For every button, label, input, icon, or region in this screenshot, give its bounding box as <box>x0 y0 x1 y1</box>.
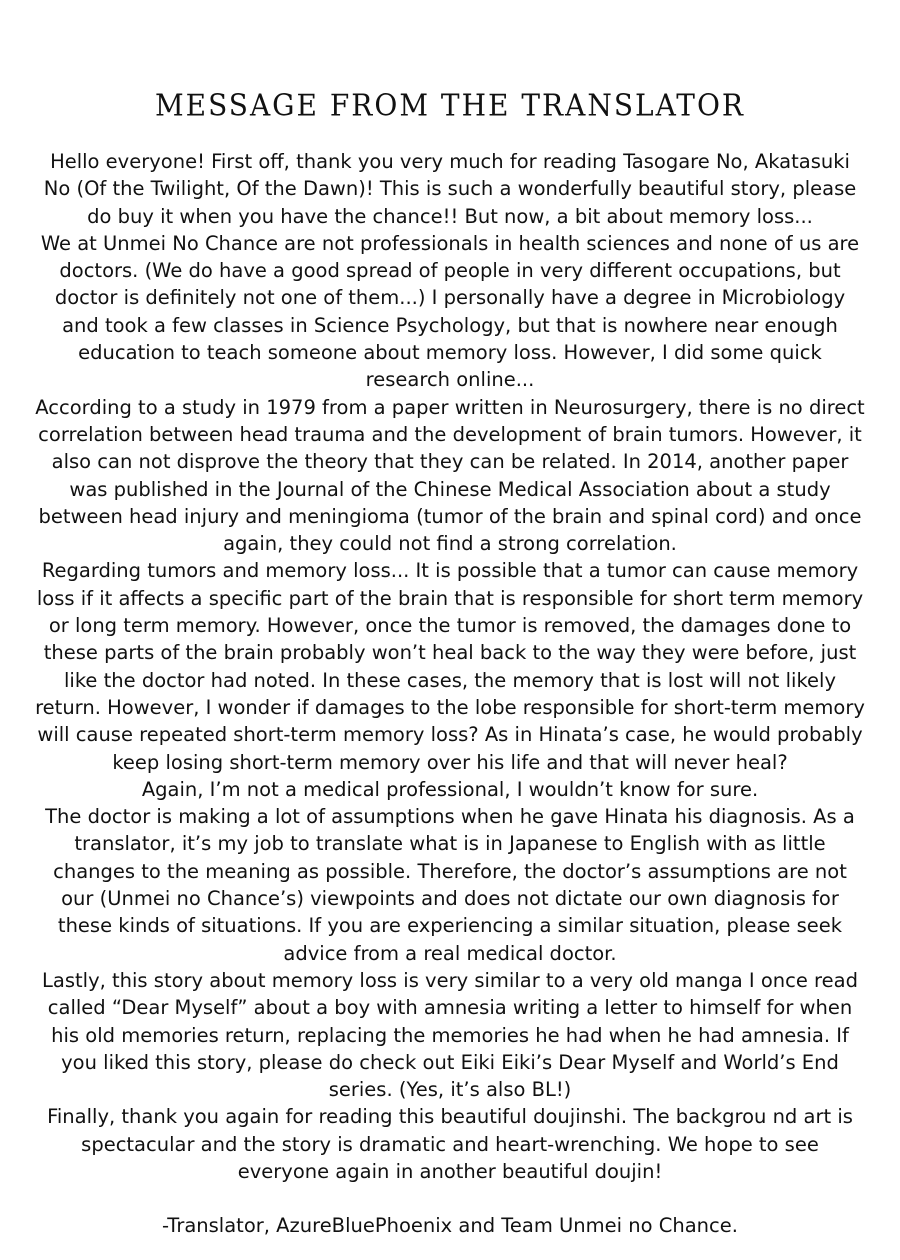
paragraph-recommendation: Lastly, this story about memory loss is very similar to a very old manga I once read called “Dear Myself” about a boy with amnesia writing a letter to himself for when his old memories return, replacing the memories he had when he had amnesia. If you liked this story, please do check out Eiki Eiki’s Dear Myself and World’s End series. (Yes, it’s also BL!) <box>42 968 858 1102</box>
paragraph-study: According to a study in 1979 from a paper written in Neurosurgery, there is no direct correlation between head trauma and the development of brain tumors. However, it also can not disprove the theory that they can be related. In 2014, another paper was published in the Journal of the Chinese Medical Association about a study between head injury and meningioma (tumor of the brain and spinal cord) and once again, they could not find a strong correlation. <box>35 395 865 556</box>
paragraph-disclaimer: We at Unmei No Chance are not professionals in health sciences and none of us are doctors. (We do have a good spread of people in very different occupations, but doctor is definitely not one of them...) I personally have a degree in Microbiology and took a few classes in Science Psychology, but that is nowhere near enough education to teach someone about memory loss. However, I did some quick research online... <box>40 231 860 392</box>
message-body <box>34 148 866 1185</box>
paragraph-diagnosis: The doctor is making a lot of assumptions when he gave Hinata his diagnosis. As a translator, it’s my job to translate what is in Japanese to English with as little changes to the meaning as possible. Therefore, the doctor’s assumptions are not our (Unmei no Chance’s) viewpoints and does not dictate our own diagnosis for these kinds of situations. If you are experiencing a similar situation, please seek advice from a real medical doctor. <box>45 805 855 965</box>
page-title: MESSAGE FROM THE TRANSLATOR <box>154 87 746 124</box>
paragraph-greeting: Hello everyone! First off, thank you very much for reading Tasogare No, Akatasuki No (Of the Twilight, Of the Dawn)! This is such a wonderfully beautiful story, please do buy it when you have the chance!! But now, a bit about memory loss... <box>43 150 857 228</box>
paragraph-tumors: Regarding tumors and memory loss... It is possible that a tumor can cause memory loss if it affects a specific part of the brain that is responsible for short term memory or long term memory. However, once the tumor is removed, the damages done to these parts of the brain probably won’t heal back to the way they were before, just like the doctor had noted. In these cases, the memory that is lost will not likely return. However, I wonder if damages to the lobe responsible for short-term memory will cause repeated short-term memory loss? As in Hinata’s case, he would probably keep losing short-term memory over his life and that will never heal? <box>35 559 865 774</box>
paragraph-not-professional: Again, I’m not a medical professional, I wouldn’t know for sure. <box>141 777 759 801</box>
signature: -Translator, AzureBluePhoenix and Team Unmei no Chance. <box>162 1214 738 1238</box>
paragraph-closing: Finally, thank you again for reading this beautiful doujinshi. The backgrou nd art is spectacular and the story is dramatic and heart-wrenching. We hope to see everyone again in another beautiful doujin! <box>47 1105 853 1183</box>
